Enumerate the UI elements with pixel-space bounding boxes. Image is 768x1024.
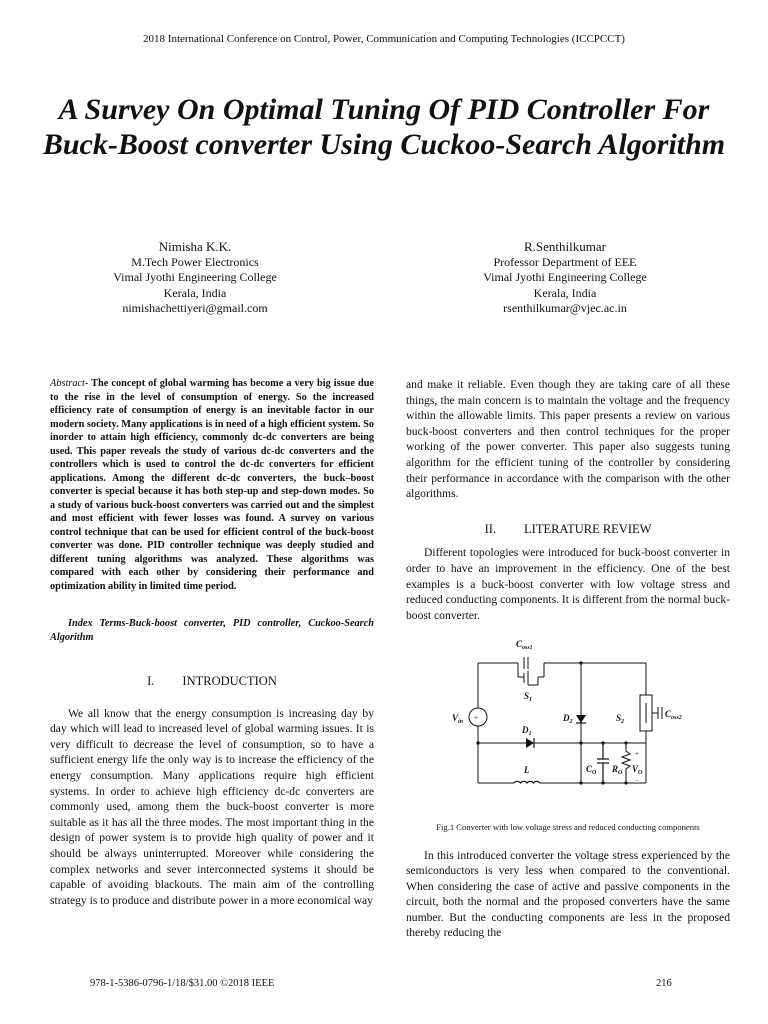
paper-title: A Survey On Optimal Tuning Of PID Controller For Buck-Boost converter Using Cuckoo-Search Algorithm [42,93,726,162]
label-vin: $V_{in}$ [452,713,464,726]
conference-header: 2018 International Conference on Control, Power, Communication and Computing Technologies (ICCPCCT) [143,33,625,45]
author-org: Vimal Jyothi Engineering College [483,270,647,284]
section-title: LITERATURE REVIEW [524,521,652,536]
author-email: nimishachettiyeri@gmail.com [122,301,268,315]
abstract [50,377,374,593]
label-s2: $S_2$ [616,713,625,726]
page-number: 216 [656,978,672,989]
label-d1: $D_1$ [522,725,532,738]
figure-caption: Fig.1 Converter with low voltage stress and reduced conducting components [436,821,700,832]
label-d2: $D_2$ [563,713,573,726]
section-number: I. [147,674,155,688]
author-dept: Professor Department of EEE [493,254,637,269]
voltage-source-vin [469,708,487,726]
intro-paragraph: We all know that the energy consumption is increasing day by day which will lead to increased level of global warming issues. It is very difficult to decrease the level of consumption, so to have a sufficient energy life the only way is to increase the efficiency of the energy consumption. Many applications require high efficient systems. In order to achieve high efficiency dc-dc converters are commonly used, among them the buck-boost converter is more suitable as it has all the three modes. The most important thing in the design of power system is to provide high quality of power and it should be always uninterrupted. Moreover while considering the complex networks and sever interconnected systems it should be capable of avoiding blackouts. The main aim of the controlling strategy is to produce and distribute power in a more economical way [50,706,374,907]
literature-paragraph-2: In this introduced converter the voltage stress experienced by the semiconductors is very less when compared to the conventional. When considering the case of active and passive components in the circuit, both the normal and the proposed converters have the same number. But the conducting components are less in the proposed thereby reducing the [406,848,730,940]
label-ro: $R_O$ [612,764,623,777]
switch-s1 [518,657,544,685]
index-terms: Index Terms-Buck-boost converter, PID controller, Cuckoo-Search Algorithm [50,618,374,643]
diode-d2 [576,715,586,723]
author-org: Vimal Jyothi Engineering College [113,270,277,284]
svg-text:+: + [474,714,478,723]
label-minus: − [635,777,639,786]
author-block-2 [415,239,715,317]
abstract-text: The concept of global warming has become a very big issue due to the rise in the level of consumption of energy. So the increased efficiency rate of consumption of energy is an inevitable factor in our modern society. Many applications is in need of a high efficient system. So inorder to attain high efficiency, commonly dc-dc converters are being used. This paper reveals the study of various dc-dc converters and the controllers which is used to control the dc-dc converters for efficient applications. Among the different dc-dc converters, the buck–boost converter is special because it has both step-up and step-down modes. So a study of various buck-boost converters was carried out and the simplest and most efficient with fewer losses was found. A survey on various control technique that can be used for efficient control of the buck-boost converter was done. PID controller technique was deeply studied and different tuning algorithms was analyzed. These algorithms was compared with each other by considering their performance and optimization ability in limited time period. [50,378,374,592]
label-coss1: $C_{oss1}$ [516,639,533,652]
right-column [406,377,730,941]
diode-d1 [526,738,534,748]
author-location: Kerala, India [163,285,227,300]
left-column [50,377,374,908]
label-vo: $V_O$ [632,764,643,777]
wire-top-right [544,663,646,695]
label-s1: $S_1$ [524,691,533,704]
author-name: R.Senthilkumar [524,239,606,254]
author-email: rsenthilkumar@vjec.ac.in [503,301,627,315]
author-dept: M.Tech Power Electronics [131,254,259,269]
literature-paragraph-1: Different topologies were introduced for buck-boost converter in order to have an improvement in the efficiency. One of the best examples is a buck-boost converter with low voltage stress and reduced conducting components. It is different from the normal buck-boost converter. [406,546,730,622]
footer-isbn: 978-1-5386-0796-1/18/$31.00 ©2018 IEEE [90,978,275,989]
resistor-ro [622,743,630,783]
section-number: II. [484,521,497,536]
label-l: L [524,765,530,776]
section-heading-introduction [50,674,374,690]
author-name: Nimisha K.K. [158,239,232,254]
author-location: Kerala, India [533,285,597,300]
inductor-l [514,782,540,784]
abstract-label: Abstract- [50,378,89,389]
switch-s2 [640,695,662,731]
author-block-1 [45,239,345,317]
label-coss2: $C_{oss2}$ [665,709,682,722]
label-plus: + [635,750,639,759]
section-heading-literature-review [406,522,730,538]
label-co: $C_O$ [586,764,597,777]
capacitor-co [597,743,609,783]
circuit-diagram [406,633,730,813]
section-title: INTRODUCTION [182,674,277,688]
intro-continuation-paragraph: and make it reliable. Even though they are taking care of all these things, the main concern is to maintain the voltage and the frequency within the allowable limits. This paper presents a review on various buck-boost converters and then control techniques for the proper working of the power converter. This paper also suggests tuning algorithm for the efficient tuning of the controller by considering their performance in accordance with the comparison with the other algorithms. [406,378,730,501]
